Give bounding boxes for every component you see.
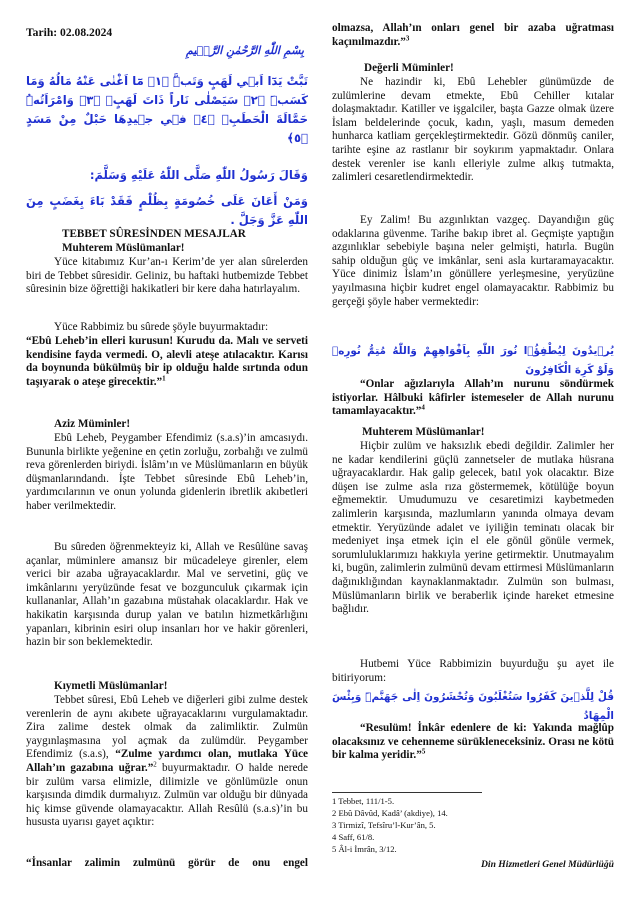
footnote-ref-3: 3: [405, 33, 410, 42]
quote-al-imran: “Resulüm! İnkâr edenlere de ki: Yakında mağlûp olacaksınız ve cehenneme sürükleneceksiniz. Orası ne kötü bir kalma yeridir.”: [332, 722, 614, 762]
paragraph-7: Ey Zalim! Bu azgınlıktan vazgeç. Dayandığın güç odaklarına güvenme. Tarihe bakıp ibret al. Geçmişte yaptığın azgınlıklar sebebiyle başına neler gelmişti, hatırla. Bugün sahip olduğun güç ve imkânlar, seni asla kurtaramayacaktır. Yüce dinimiz İslam’ın gönüllere yerleşmesine, yeryüzüne yayılmasına hiçbir kudret engel olamayacaktır. Rabbimiz bu gerçeği şöyle haber vermektedir:: [332, 214, 614, 308]
date: Tarih: 02.08.2024: [26, 26, 113, 39]
footnote-5: 5 Âl-i İmrân, 3/12.: [332, 844, 397, 854]
paragraph-2-intro: Yüce Rabbimiz bu sûrede şöyle buyurmaktadır:: [54, 321, 269, 333]
quote-tebbet: “Ebû Leheb’in elleri kurusun! Kurudu da. Malı ve serveti kendisine fayda vermedi. O, alevli ateşe atılacaktır. Karısı da boynunda bükülmüş bir ip olduğu halde sırtında odun taşıyarak o ateşe girecektir.”: [26, 335, 308, 388]
paragraph-9-quote: [332, 722, 614, 763]
paragraph-1: Yüce kitabımız Kur’an-ı Kerim’de yer alan sûrelerden biri de Tebbet sûresidir. Geliniz, bu haftaki hutbemizde Tebbet sûresinin bize öğrettiği hakikatleri bir kere daha hatırlayalım.: [26, 256, 308, 296]
paragraph-5-a: Tebbet sûresi, Ebû Leheb ve diğerleri gibi zulme destek verenlerin de aynı akıbete uğrayacaklarını vurgulamaktadır. Zira zalime destek olmak da zalimliktir. Zulmün yaygınlaşmasına yol açmak da zulümdür. Peygamber Efendimiz (s.a.s),: [26, 694, 308, 761]
footnote-ref-4: 4: [421, 403, 425, 412]
hadith-quote-1: “Zulme yardımcı olan, mutlaka Yüce Allah’ın gazabına uğrar.”: [26, 748, 308, 774]
greeting-3: Kıymetli Müslümanlar!: [54, 680, 168, 692]
arabic-verse-saff: يُر۪يدُونَ لِيُطْفِؤُ۫ا نُورَ اللّٰهِ بِاَفْوَاهِهِمْ وَاللّٰهُ مُتِمُّ نُورِه۪ وَلَوْ كَرِهَ الْكَافِرُونَ: [332, 345, 614, 376]
paragraph-4: Bu sûreden öğrenmekteyiz ki, Allah ve Resûlüne savaş açanlar, müminlere amansız bir mücadeleye girenler, elem verici bir azaba uğrayacaklardır. Mal ve servetini, güç ve imkânlarını yeryüzünde fesat ve bozgunculuk çıkarmak için kullananlar, Allah’ın gazabına müstahak olacaklardır. Hak ve hakikatin karşısında durup yalan ve batılın hizmetkârlığını yapanları, kibrinin esiri olup insanları hor ve hakir görenleri, hazin bir son beklemektedir.: [26, 541, 308, 649]
quote-saff: “Onlar ağızlarıyla Allah’ın nurunu söndürmek istiyorlar. Hâlbuki kâfirler istemeseler de Allah nurunu tamamlayacaktır.”: [332, 378, 614, 418]
arabic-verse: تَبَّتْ يَدَٓا اَب۪ي لَهَبٍ وَتَبَّۜ ﴿١﴾ مَٓا اَغْنٰى عَنْهُ مَالُهُ وَمَا كَسَبَۜ ﴿٢﴾ سَيَصْلٰى نَاراً ذَاتَ لَهَبٍۚ ﴿٣﴾ وَامْرَاَتُهُۜ حَمَّالَةَ الْحَطَبِۚ ﴿٤﴾ ف۪ي ج۪يدِهَا حَبْلٌ مِنْ مَسَدٍ ﴿٥﴾: [26, 74, 308, 145]
footnote-4: 4 Saff, 61/8.: [332, 832, 375, 842]
footnote-ref-5: 5: [421, 747, 426, 756]
footnote-ref-2: 2: [153, 760, 157, 769]
greeting-2: Aziz Müminler!: [54, 418, 131, 430]
footnote-ref-1: 1: [162, 374, 166, 383]
footnote-divider: [332, 792, 482, 793]
arabic-hadith-intro: وَقَالَ رَسُولُ اللّٰهِ صَلَّى اللّٰهُ عَلَيْهِ وَسَلَّمَ:: [89, 168, 308, 182]
signature: Din Hizmetleri Genel Müdürlüğü: [480, 859, 614, 870]
paragraph-2-quote: [26, 335, 308, 389]
greeting-5: Muhterem Müslümanlar!: [362, 426, 485, 438]
paragraph-5-b: buyurmaktadır. O halde nerede bir zulüm varsa elimizle, dilimizle ve gönlümüzle onun karşısında dimdik durmalıyız. Zulmün var olduğu bir dünyada hiç kimse güvende olamayacaktır. Allah Resûlü (s.a.s)’in bu hususta uyarısı gayet açıktır:: [26, 761, 308, 829]
paragraph-8: Hiçbir zulüm ve haksızlık ebedi değildir. Zalimler her ne kadar kendilerini güçlü zannetseler de mutlaka hüsrana uğrayacaklardır. Hak galip gelecek, batıl yok olacaktır. Bize düşen ise zulme asla rıza göstermemek, kötülüğe boyun eğmemektir. Umudumuzu ve cesaretimizi kaybetmeden zalimlerin karşısında, mazlumların yanında olmaya devam etmektir. Yeryüzünde adalet ve iyiliğin teminatı olacak bir medeniyet inşa etmek için el ele gönül gönüle vermek, sorumluluklarımızı hakkıyla yerine getirmektir. Unutmayalım ki, bugün, zalimlerin zulmünü devam ettirmesi Müslümanların dağınıklığından kaynaklanmaktadır. Zulmün son bulması, Müslümanların birlik ve beraberlik içinde hareket etmesine bağlıdır.: [332, 440, 614, 616]
footnote-1: 1 Tebbet, 111/1-5.: [332, 796, 395, 806]
arabic-hadith: وَمَنْ أَعَانَ عَلَى خُصُومَةٍ بِظُلْمٍ فَقَدْ بَاءَ بِغَضَبٍ مِنَ اللّٰهِ عَزَّ وَجَلَّ .: [26, 194, 308, 227]
hadith-quote-2-start: “İnsanlar zalimin zulmünü görür de onu engel: [26, 857, 308, 869]
arabic-verse-al-imran: قُلْ لِلَّذ۪ينَ كَفَرُوا سَتُغْلَبُونَ وَتُحْشَرُونَ اِلٰى جَهَنَّمَۜ وَبِئْسَ الْمِهَادُ: [332, 691, 614, 722]
bismillah: بِسْمِ اللّٰهِ الرَّحْمٰنِ الرَّح۪يمِ: [186, 44, 304, 57]
greeting-4: Değerli Müminler!: [364, 62, 454, 74]
paragraph-3: Ebû Leheb, Peygamber Efendimiz (s.a.s)’in amcasıydı. Bununla birlikte yeğenine en çetin zorluğu, zorbalığı ve zulmü reva görenlerden biriydi. İslâm’ın ve Müslümanların en büyük düşmanlarındandı. İşte Tebbet sûresinde Ebû Leheb’in, yardımcılarının ve onun yolunda gidenlerin ibretlik akıbetleri haber verilmektedir.: [26, 432, 308, 512]
paragraph-7-quote: [332, 378, 614, 419]
sermon-title: TEBBET SÛRESİNDEN MESAJLAR: [62, 228, 246, 240]
paragraph-9: Hutbemi Yüce Rabbimizin buyurduğu şu ayet ile bitiriyorum:: [332, 658, 614, 684]
footnote-3: 3 Tirmizî, Tefsîru’l-Kur’ân, 5.: [332, 820, 436, 830]
paragraph-6: Ne hazindir ki, Ebû Lehebler günümüzde de zulümlerine devam etmekte, Ebû Cehiller kıtalar dolaşmaktadır. Katiller ve işgalciler, başta Gazze olmak üzere İslam beldelerinde çocuk, kadın, yaşlı, masum demeden hunharca katliam gerçekleştirmektedir. Gözü dönmüş caniler, tarihte eşine az rastlanır bir soykırım yapmaktadır. Onlara destek verenler ise kanlı elleriyle zulme alkış tutmakta, zalimleri cesaretlendirmektedir.: [332, 76, 614, 184]
footnote-2: 2 Ebû Dâvûd, Kadâ’ (akdiye), 14.: [332, 808, 448, 818]
paragraph-5: [26, 694, 308, 830]
hadith-quote-2-end: olmazsa, Allah’ın onları genel bir azaba uğratması kaçınılmazdır.”$^3$: [332, 22, 614, 48]
greeting-1: Muhterem Müslümanlar!: [62, 242, 185, 254]
